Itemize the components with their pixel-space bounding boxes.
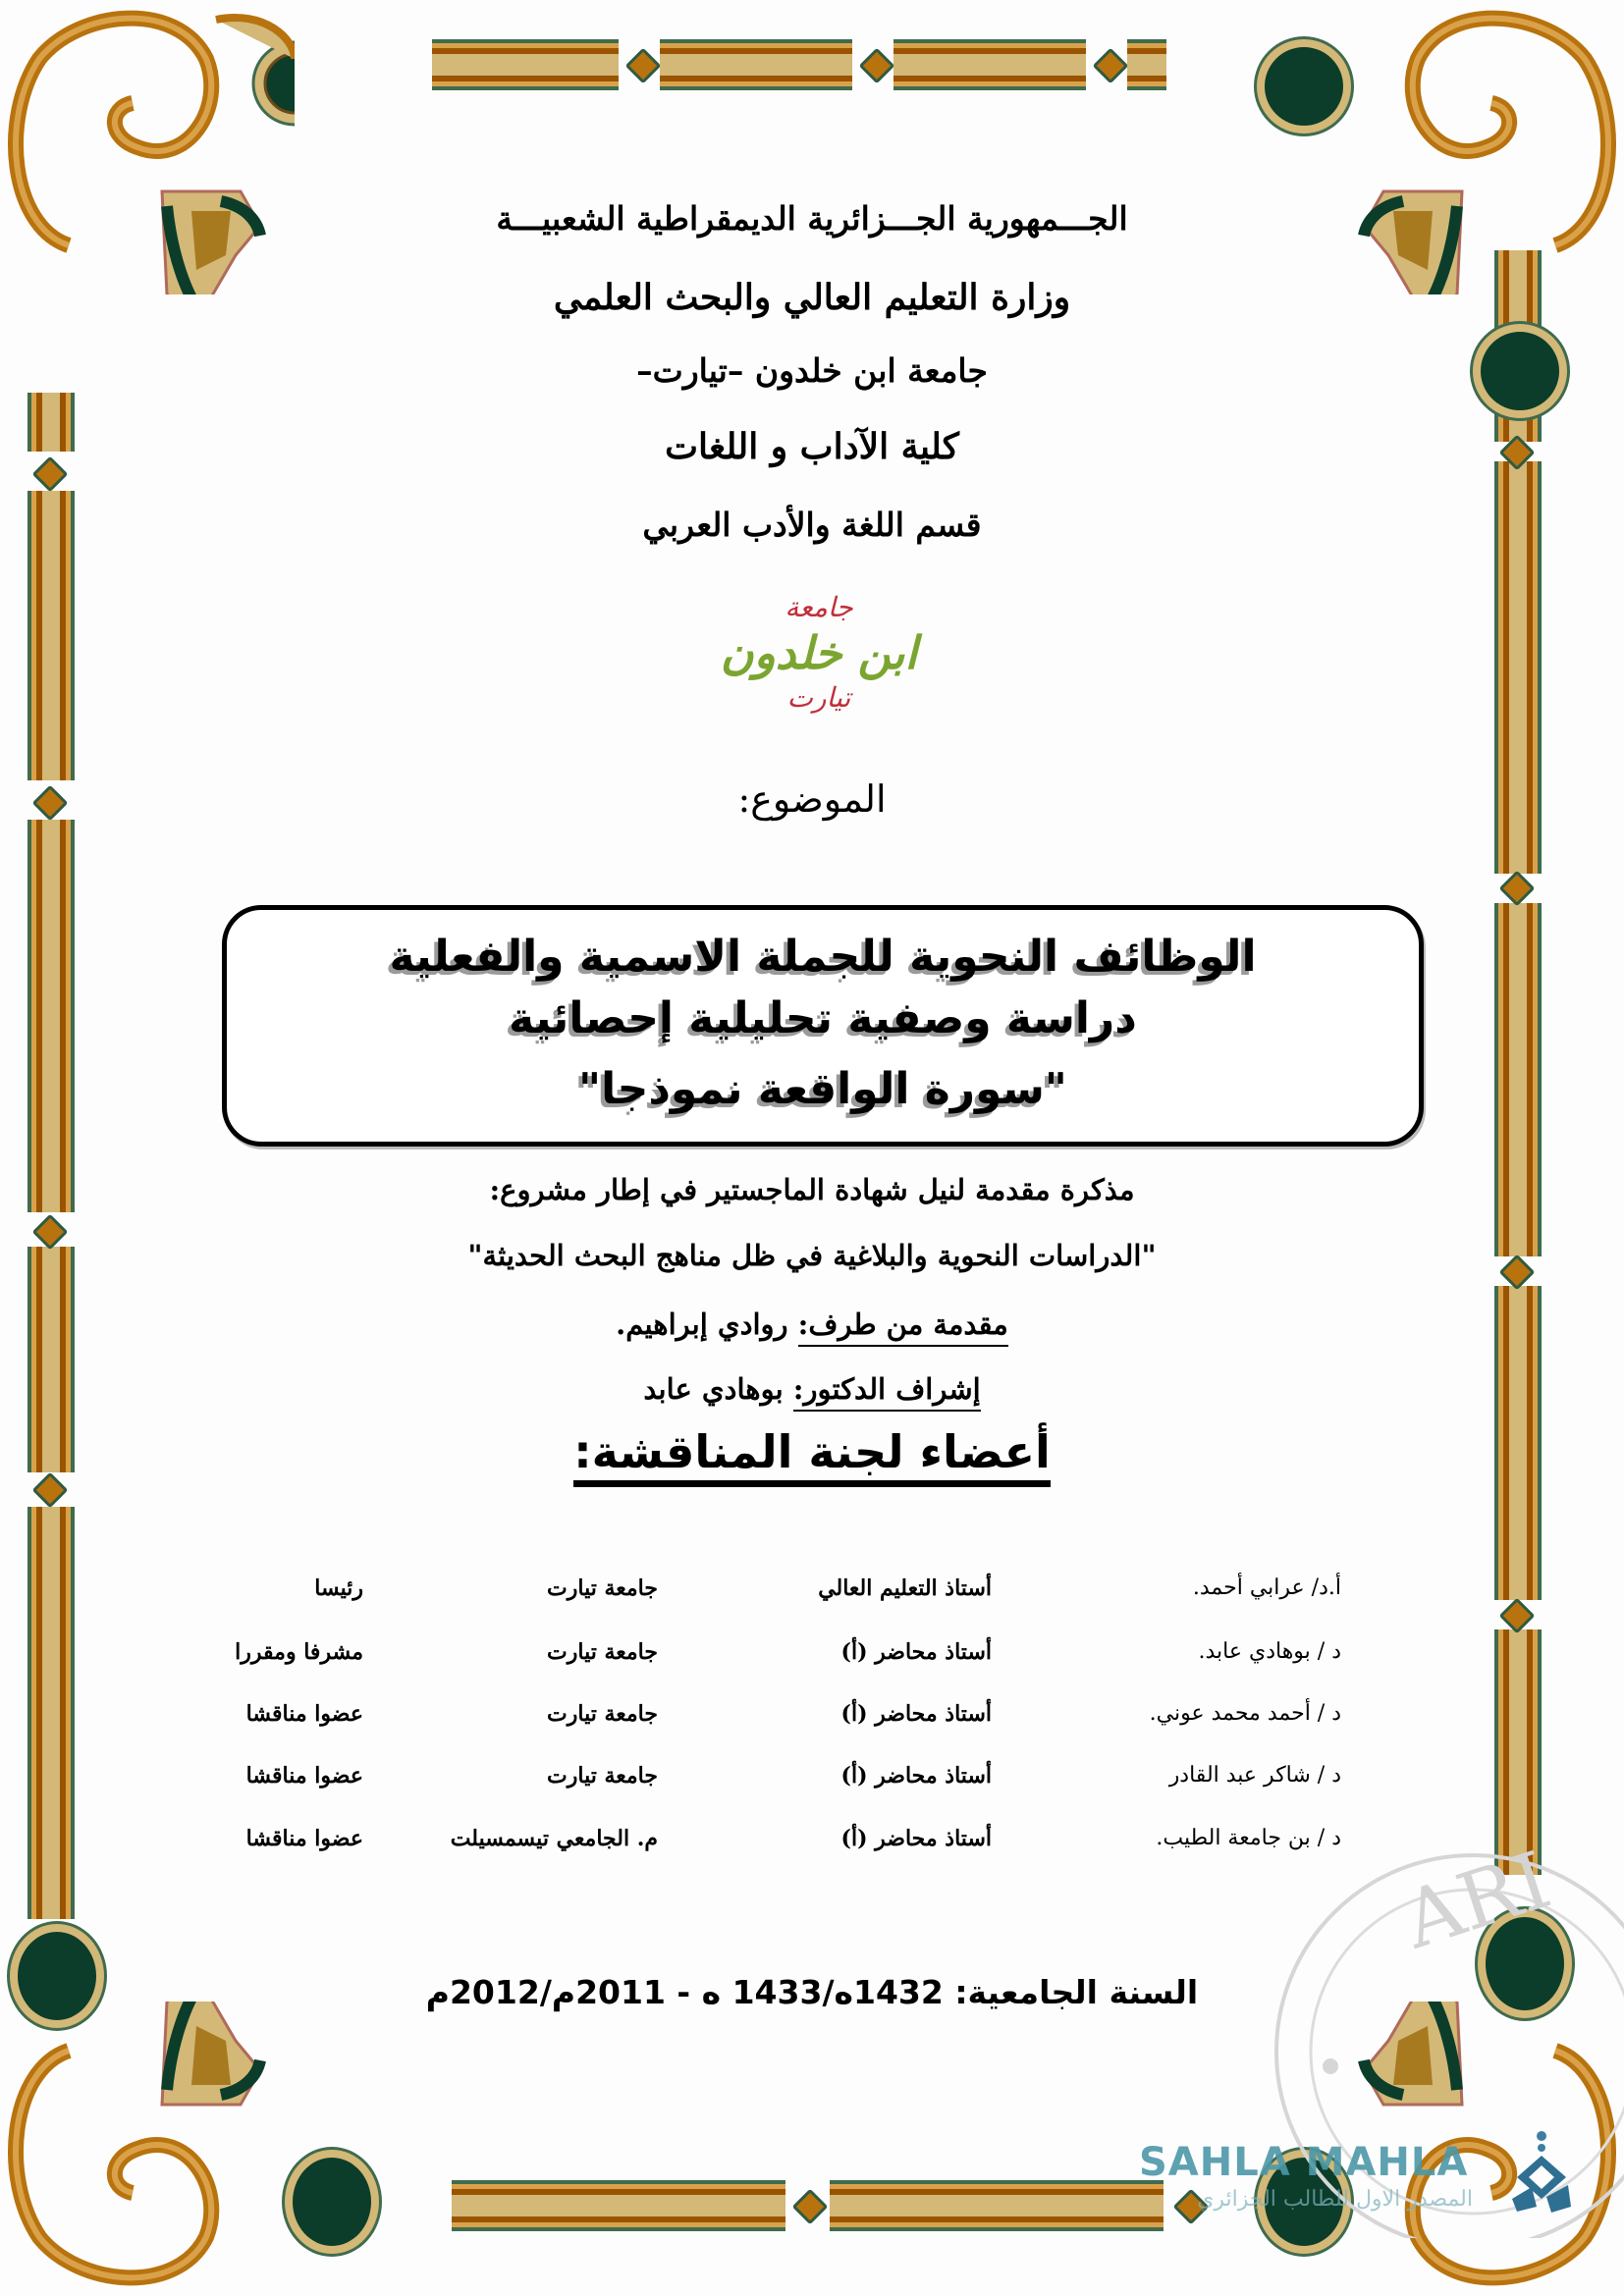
committee-row	[0, 1826, 1624, 1865]
header-faculty: كلية الآداب و اللغات	[665, 426, 959, 467]
seal-text: ARI	[1392, 1834, 1561, 1967]
member-institution: جامعة تيارت	[547, 1639, 658, 1665]
border-top-segment	[660, 39, 852, 90]
supervisor-label: إشراف الدكتور:	[793, 1372, 981, 1412]
university-logo	[703, 591, 935, 738]
border-bottom-segment	[589, 2180, 785, 2231]
border-joint	[1093, 48, 1129, 84]
corner-ornament-top-right	[1329, 0, 1624, 294]
committee-row	[0, 1701, 1624, 1740]
border-left-segment	[27, 820, 75, 1212]
member-rank: أستاذ محاضر (أ)	[840, 1639, 992, 1665]
committee-title: أعضاء لجنة المناقشة:	[573, 1425, 1051, 1487]
watermark-brand: SAHLA MAHLA	[1139, 2140, 1469, 2185]
subject-label: الموضوع:	[737, 777, 887, 821]
member-name: د / بن جامعة الطيب.	[1156, 1826, 1341, 1850]
memo-line-1: مذكرة مقدمة لنيل شهادة الماجستير في إطار مشروع:	[489, 1173, 1135, 1206]
medallion-bottom-left-h	[285, 2150, 379, 2254]
watermark-logo-icon	[1507, 2128, 1576, 2216]
header-country: الجـــمهورية الجـــزائرية الديمقراطية الشعبيـــة	[496, 199, 1128, 238]
supervisor-name: بوهادي عابد	[643, 1372, 784, 1406]
presented-by	[0, 1308, 1624, 1341]
committee-row	[0, 1763, 1624, 1802]
committee-heading-wrap	[0, 1425, 1624, 1478]
member-rank: أستاذ محاضر (أ)	[840, 1826, 992, 1851]
member-institution: م. الجامعي تيسمسيلت	[450, 1826, 658, 1851]
member-rank: أستاذ محاضر (أ)	[840, 1763, 992, 1789]
header-ministry: وزارة التعليم العالي والبحث العلمي	[553, 277, 1071, 318]
border-bottom-segment	[452, 2180, 589, 2231]
border-top-segment	[432, 39, 619, 90]
committee-row	[0, 1575, 1624, 1615]
committee-row	[0, 1639, 1624, 1679]
border-joint	[792, 2189, 829, 2225]
academic-year	[0, 1973, 1624, 2011]
border-bottom-segment	[830, 2180, 1164, 2231]
memo-line-2: "الدراسات النحوية والبلاغية في ظل مناهج البحث الحديثة"	[467, 1239, 1157, 1272]
member-role: رئيسا	[314, 1575, 363, 1601]
supervisor	[0, 1372, 1624, 1406]
member-name: د / شاكر عبد القادر	[1168, 1763, 1341, 1788]
presented-by-name: روادي إبراهيم.	[616, 1308, 788, 1341]
thesis-title-box	[222, 905, 1424, 1147]
border-top-segment	[893, 39, 1086, 90]
thesis-title-line-1: الوظائف النحوية للجملة الاسمية والفعلية	[389, 932, 1257, 982]
member-role: مشرفا ومقررا	[235, 1639, 363, 1665]
corner-ornament-bottom-left	[0, 2002, 295, 2296]
member-rank: أستاذ محاضر (أ)	[840, 1701, 992, 1727]
member-institution: جامعة تيارت	[547, 1701, 658, 1727]
header-department: قسم اللغة والأدب العربي	[642, 506, 982, 544]
medallion-top-right-h	[1257, 39, 1351, 133]
member-role: عضوا مناقشا	[245, 1701, 363, 1727]
thesis-title-line-3: "سورة الواقعة نموذجا"	[578, 1064, 1067, 1114]
academic-year-value: 1432ه/1433 ه - 2011م/2012م	[425, 1973, 944, 2011]
corner-ornament-top-left	[0, 0, 295, 294]
watermark-tagline: المصدر الاول للطالب الجزائري	[1197, 2187, 1473, 2212]
logo-top-text: جامعة	[785, 591, 853, 623]
logo-middle-text: ابن خلدون	[720, 626, 918, 679]
border-top-segment	[1127, 39, 1166, 90]
member-name: د / أحمد محمد عوني.	[1149, 1701, 1341, 1726]
presented-by-label: مقدمة من طرف:	[798, 1308, 1008, 1347]
member-name: أ.د/ عرابي أحمد.	[1192, 1575, 1341, 1600]
logo-bottom-text: تيارت	[786, 681, 851, 714]
border-joint	[625, 48, 662, 84]
border-joint	[1499, 871, 1536, 907]
border-joint	[859, 48, 895, 84]
member-rank: أستاذ التعليم العالي	[818, 1575, 992, 1601]
thesis-title-line-2: دراسة وصفية تحليلية إحصائية	[509, 993, 1137, 1043]
member-name: د / بوهادي عابد.	[1198, 1639, 1341, 1664]
member-role: عضوا مناقشا	[245, 1763, 363, 1789]
academic-year-label: السنة الجامعية:	[954, 1973, 1199, 2011]
member-institution: جامعة تيارت	[547, 1763, 658, 1789]
member-institution: جامعة تيارت	[547, 1575, 658, 1601]
member-role: عضوا مناقشا	[245, 1826, 363, 1851]
header-university: جامعة ابن خلدون –تيارت–	[636, 351, 988, 390]
